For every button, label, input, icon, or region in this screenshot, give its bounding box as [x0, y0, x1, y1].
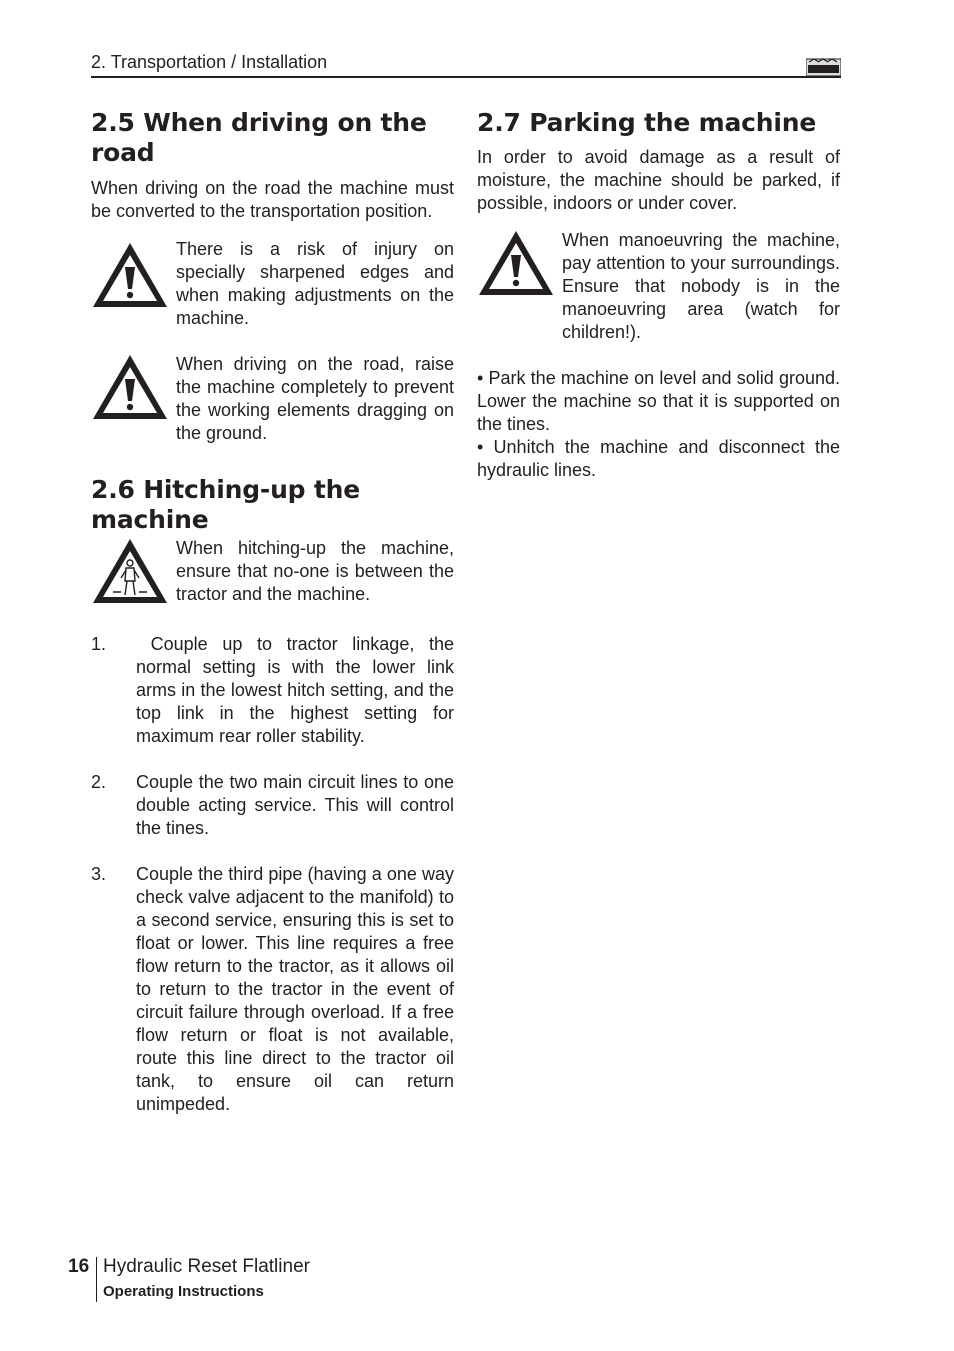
heading-2-7: 2.7 Parking the machine: [477, 108, 817, 137]
warning-manoeuvring: [477, 229, 840, 344]
heading-2-5: 2.5 When driving on the road: [91, 108, 427, 167]
list-text: Couple the third pipe (having a one way check valve adjacent to the manifold) to a second service, ensuring this is set to float or lower. This line requires a free flow return to the tractor, as it allows oil to return to the tractor in the event of circuit failure through overload. If a free flow return or float is not available, route this line direct to the tractor oil tank, to ensure oil can return unimpeded.: [136, 864, 454, 1114]
running-header: 2. Transportation / Installation: [91, 52, 328, 72]
warning-road-text: When driving on the road, raise the machine completely to prevent the working elements dragging on the ground.: [176, 354, 454, 443]
warning-triangle-icon: [91, 241, 169, 309]
list-number: 3.: [91, 864, 107, 884]
warning-manoeuvring-text: When manoeuvring the machine, pay attention to your surroundings. Ensure that nobody is in the manoeuvring area (watch for children!).: [562, 230, 840, 342]
right-column: [477, 108, 840, 482]
list-text: Couple up to tractor linkage, the normal setting is with the lower link arms in the lowest hitch setting, and the top link in the highest setting for maximum rear roller stability.: [136, 634, 460, 746]
list-number: 2.: [91, 772, 107, 792]
header-rule: [91, 76, 841, 78]
page-number: 16: [68, 1256, 90, 1277]
warning-edges-text: There is a risk of injury on specially sharpened edges and when making adjustments on the machine.: [176, 239, 454, 328]
left-column: [91, 108, 460, 1116]
footer-title: Hydraulic Reset Flatliner: [103, 1256, 310, 1277]
person-crush-warning-icon: [91, 537, 169, 605]
footer-divider: [96, 1257, 97, 1302]
hitching-steps-list: [91, 633, 460, 1116]
list-item: [91, 863, 454, 1116]
warning-hitching: [91, 537, 454, 610]
sec25-intro: When driving on the road the machine must be converted to the transportation position.: [91, 178, 454, 221]
warning-road: [91, 353, 454, 445]
warning-triangle-icon: [477, 229, 555, 297]
warning-hitching-text: When hitching-up the machine, ensure that no-one is between the tractor and the machine.: [176, 538, 454, 604]
simba-logo: [806, 57, 841, 76]
warning-edges: [91, 238, 454, 330]
list-number: 1.: [91, 634, 107, 654]
parking-bullet-2: • Unhitch the machine and disconnect the hydraulic lines.: [477, 437, 840, 480]
footer-subtitle: Operating Instructions: [103, 1283, 264, 1300]
parking-bullet-1: • Park the machine on level and solid ground. Lower the machine so that it is supported on the tines.: [477, 368, 840, 434]
sec27-intro: In order to avoid damage as a result of moisture, the machine should be parked, if possible, indoors or under cover.: [477, 147, 840, 213]
heading-2-6: 2.6 Hitching-up the machine: [91, 475, 360, 534]
list-item: [91, 633, 460, 748]
warning-triangle-icon: [91, 353, 169, 421]
list-item: [91, 771, 454, 840]
list-text: Couple the two main circuit lines to one double acting service. This will control the tines.: [136, 772, 454, 838]
